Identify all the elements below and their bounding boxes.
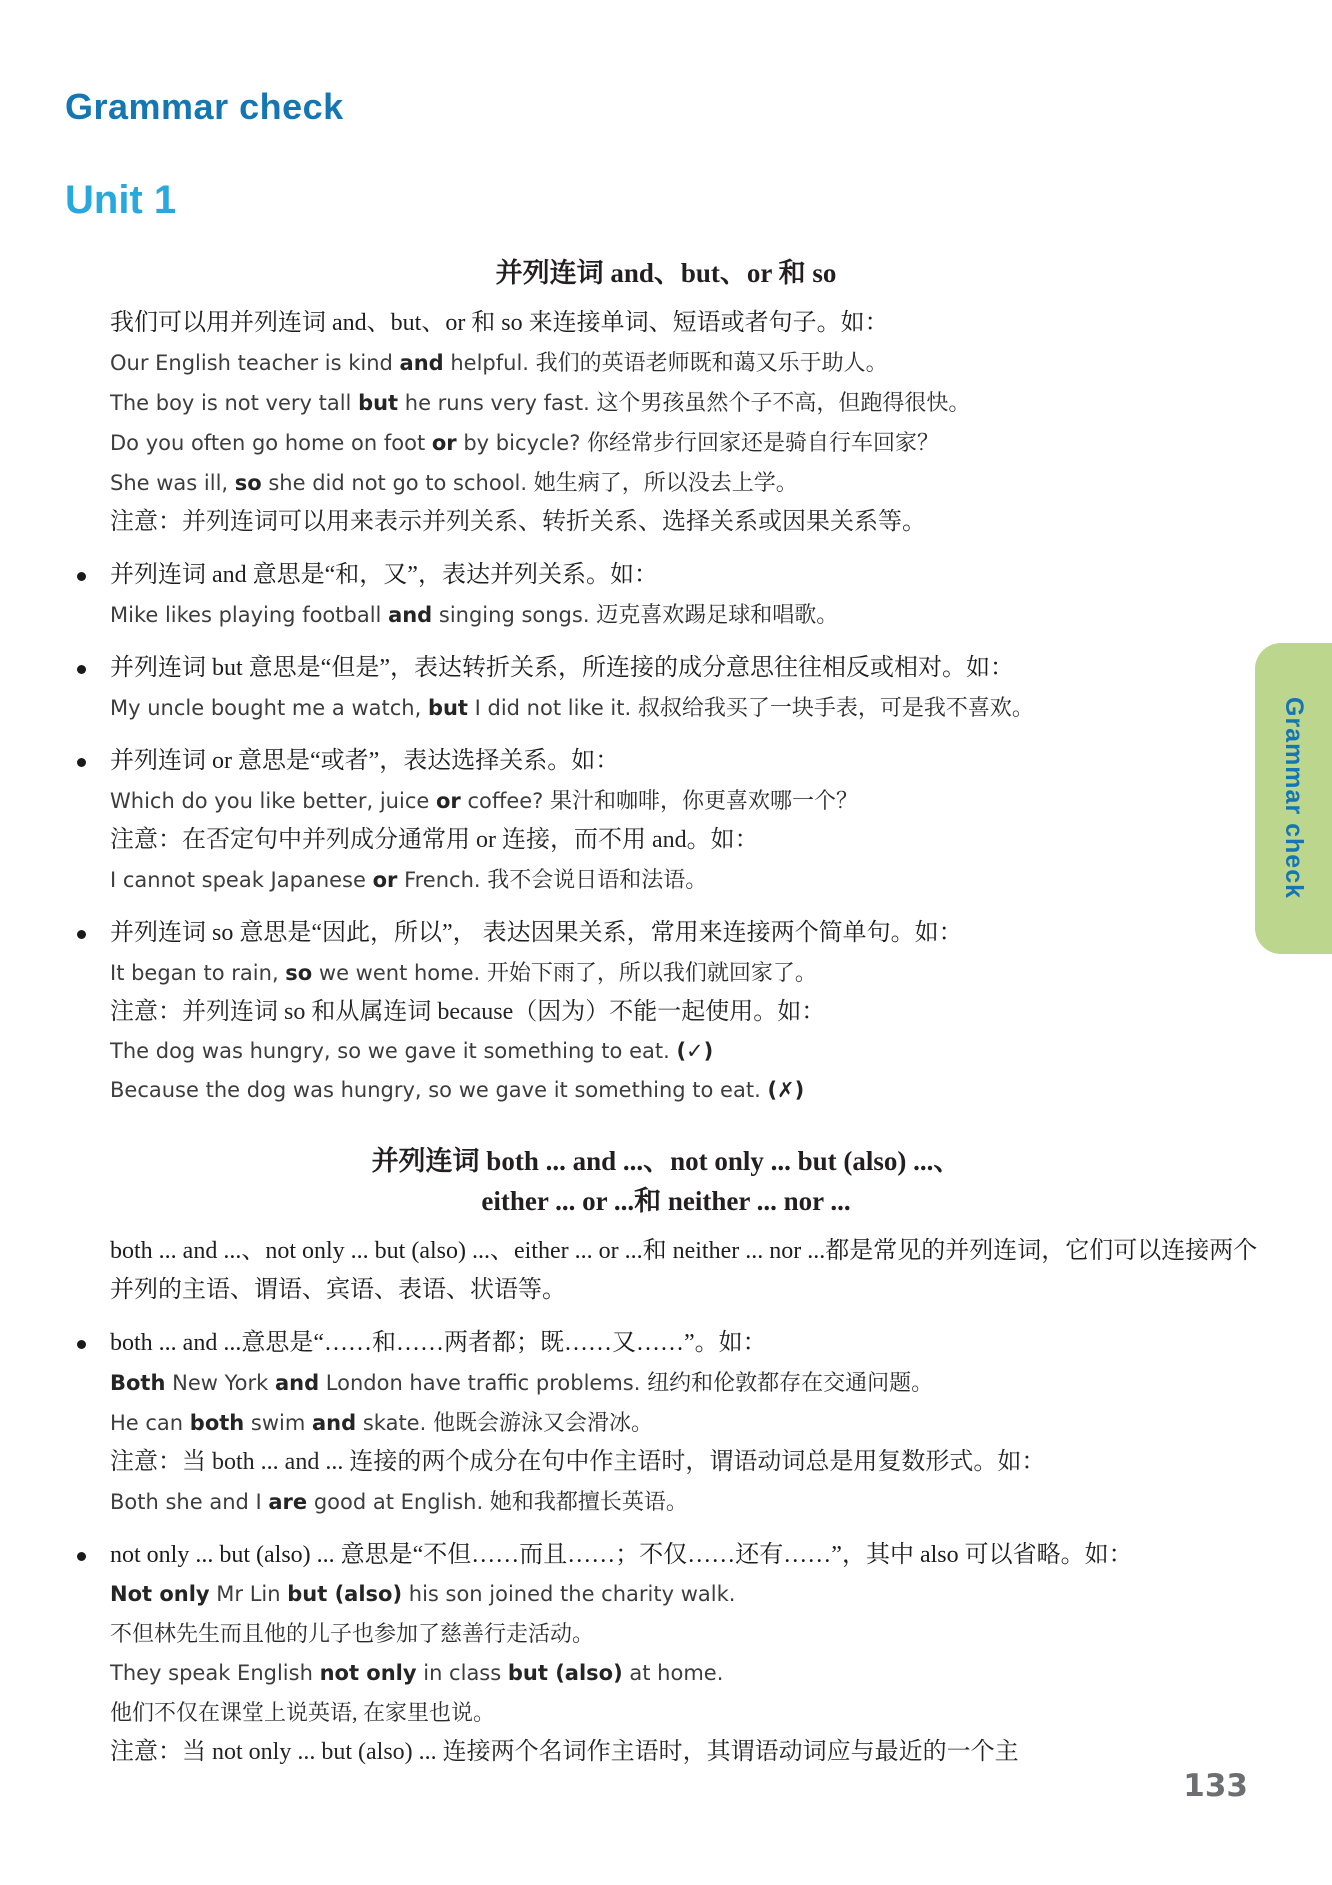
- text-segment: and: [312, 1411, 357, 1435]
- text-segment: not only: [319, 1661, 417, 1685]
- text-segment: or: [431, 431, 457, 455]
- text-line: [110, 305, 1267, 344]
- bullet-body: [110, 915, 1267, 1111]
- text-segment: and: [274, 1371, 320, 1395]
- bullet-item: [65, 743, 1267, 901]
- bullet-gutter: [65, 1325, 110, 1523]
- text-line: [110, 1537, 1267, 1576]
- text-segment: 注意：并列连词 so 和从属连词 because（因为）不能一起使用。如：: [110, 999, 826, 1025]
- text-segment: 并列连词 or 意思是“或者”，表达选择关系。如：: [110, 748, 620, 774]
- text-segment: It began to rain,: [110, 961, 286, 985]
- page-number: 133: [1183, 1768, 1248, 1804]
- text-segment: 注意：当 not only ... but (also) ... 连接两个名词作主语时，其谓语动词应与最近的一个主: [110, 1739, 1019, 1765]
- text-segment: Both she and I: [110, 1490, 269, 1514]
- text-line: [110, 384, 1267, 424]
- bullet-dot-icon: [77, 572, 86, 581]
- text-line: [110, 743, 1267, 782]
- bullet-list: [65, 557, 1267, 1111]
- text-segment: The dog was hungry, so we gave it something to eat.: [110, 1039, 677, 1063]
- text-line: [110, 596, 1267, 636]
- text-segment: I cannot speak Japanese: [110, 868, 373, 892]
- text-line: [110, 424, 1267, 464]
- text-line: [110, 994, 1267, 1033]
- text-segment: (✗): [767, 1078, 805, 1102]
- text-segment: or: [435, 789, 461, 813]
- text-segment: helpful.: [443, 351, 536, 375]
- bullet-body: [110, 743, 1267, 901]
- text-segment: 她和我都擅长英语。: [489, 1489, 688, 1514]
- text-segment: good at English.: [307, 1490, 490, 1514]
- text-segment: Which do you like better, juice: [110, 789, 436, 813]
- text-line: [110, 344, 1267, 384]
- text-segment: both ... and ...、not only ... but (also) ...、either ... or ...和 neither ... nor ...都是常见的并列连词，它们可以连接两个并列的主语、谓语、宾语、表语、状语等。: [110, 1238, 1258, 1303]
- text-line: [110, 782, 1267, 822]
- text-segment: and: [388, 603, 433, 627]
- text-segment: 我们可以用并列连词 and、but、or 和 so 来连接单词、短语或者句子。如：: [110, 310, 889, 336]
- section-2: [65, 1141, 1267, 1773]
- text-line: [110, 954, 1267, 994]
- text-segment: are: [268, 1490, 308, 1514]
- text-segment: New York: [165, 1371, 275, 1395]
- bullet-gutter: [65, 915, 110, 1111]
- content: [65, 253, 1267, 1773]
- side-tab-label: Grammar check: [1280, 697, 1308, 900]
- text-segment: 这个男孩虽然个子不高，但跑得很快。: [596, 390, 971, 415]
- text-segment: Mr Lin: [209, 1582, 288, 1606]
- section-heading-line: either ... or ...和 neither ... nor ...: [481, 1186, 851, 1216]
- text-segment: but (also): [507, 1661, 623, 1685]
- section-heading-line: 并列连词 and、but、or 和 so: [495, 258, 837, 288]
- bullet-item: [65, 915, 1267, 1111]
- text-segment: 果汁和咖啡，你更喜欢哪一个？: [549, 788, 858, 813]
- text-segment: I did not like it.: [467, 696, 638, 720]
- text-segment: 并列连词 but 意思是“但是”，表达转折关系，所连接的成分意思往往相反或相对。如：: [110, 655, 1014, 681]
- text-line: [110, 1072, 1267, 1111]
- section-body: [110, 1233, 1267, 1311]
- text-segment: Do you often go home on foot: [110, 431, 432, 455]
- bullet-body: [110, 650, 1267, 729]
- text-segment: at home.: [622, 1661, 724, 1685]
- text-line: [110, 1694, 1267, 1734]
- text-segment: in class: [416, 1661, 508, 1685]
- text-segment: and: [399, 351, 444, 375]
- text-line: [110, 464, 1267, 504]
- text-segment: They speak English: [110, 1661, 320, 1685]
- text-line: [110, 1734, 1267, 1773]
- bullet-body: [110, 557, 1267, 636]
- text-segment: 并列连词 and 意思是“和，又”，表达并列关系。如：: [110, 562, 658, 588]
- text-line: [110, 650, 1267, 689]
- side-tab-grammar-check: [1255, 643, 1332, 954]
- text-segment: swim: [244, 1411, 313, 1435]
- text-line: [110, 1655, 1267, 1694]
- text-segment: Because the dog was hungry, so we gave it something to eat.: [110, 1078, 768, 1102]
- bullet-dot-icon: [77, 665, 86, 674]
- text-segment: (✓): [676, 1039, 714, 1063]
- bullet-gutter: [65, 557, 110, 636]
- text-segment: 他既会游泳又会滑冰。: [432, 1410, 653, 1435]
- text-segment: 她生病了，所以没去上学。: [533, 470, 798, 495]
- text-line: [110, 504, 1267, 543]
- text-line: [110, 1483, 1267, 1523]
- text-line: [110, 1444, 1267, 1483]
- text-segment: He can: [110, 1411, 190, 1435]
- bullet-body: [110, 1325, 1267, 1523]
- bullet-gutter: [65, 650, 110, 729]
- text-line: [110, 1576, 1267, 1615]
- text-segment: so: [234, 471, 262, 495]
- bullet-list: [65, 1325, 1267, 1773]
- text-segment: 叔叔给我买了一块手表，可是我不喜欢。: [637, 695, 1034, 720]
- text-segment: or: [372, 868, 398, 892]
- section-1: [65, 253, 1267, 1111]
- text-segment: singing songs.: [432, 603, 597, 627]
- bullet-dot-icon: [77, 930, 86, 939]
- text-segment: so: [285, 961, 313, 985]
- text-segment: 不但林先生而且他的儿子也参加了慈善行走活动。: [110, 1621, 595, 1646]
- text-segment: but: [427, 696, 468, 720]
- text-segment: London have traffic problems.: [319, 1371, 648, 1395]
- text-line: [110, 1233, 1267, 1311]
- text-segment: French.: [397, 868, 488, 892]
- bullet-dot-icon: [77, 1552, 86, 1561]
- section-heading: [65, 1141, 1267, 1221]
- text-segment: his son joined the charity walk.: [402, 1582, 736, 1606]
- text-segment: 他们不仅在课堂上说英语, 在家里也说。: [110, 1700, 496, 1725]
- text-segment: he runs very fast.: [398, 391, 597, 415]
- text-line: [110, 861, 1267, 901]
- text-segment: coffee?: [460, 789, 550, 813]
- text-segment: 你经常步行回家还是骑自行车回家？: [587, 430, 940, 455]
- text-segment: 我不会说日语和法语。: [487, 867, 708, 892]
- text-segment: Not only: [110, 1582, 210, 1606]
- text-line: [110, 689, 1267, 729]
- section-heading: [65, 253, 1267, 293]
- text-segment: The boy is not very tall: [110, 391, 359, 415]
- text-segment: but: [358, 391, 399, 415]
- text-segment: 注意：当 both ... and ... 连接的两个成分在句中作主语时，谓语动词总是用复数形式。如：: [110, 1449, 1046, 1475]
- text-line: [110, 1325, 1267, 1364]
- section-heading-line: 并列连词 both ... and ...、not only ... but (also) ...、: [371, 1146, 961, 1176]
- text-segment: 纽约和伦敦都存在交通问题。: [647, 1370, 934, 1395]
- text-segment: she did not go to school.: [261, 471, 534, 495]
- text-segment: 开始下雨了，所以我们就回家了。: [486, 960, 817, 985]
- text-segment: not only ... but (also) ... 意思是“不但……而且……；不仅……还有……”，其中 also 可以省略。如：: [110, 1542, 1133, 1568]
- bullet-dot-icon: [77, 758, 86, 767]
- text-segment: skate.: [356, 1411, 433, 1435]
- bullet-item: [65, 1325, 1267, 1523]
- text-segment: 注意：并列连词可以用来表示并列关系、转折关系、选择关系或因果关系等。: [110, 509, 926, 535]
- text-line: [110, 1615, 1267, 1655]
- text-segment: by bicycle?: [456, 431, 588, 455]
- bullet-item: [65, 1537, 1267, 1773]
- text-segment: both: [189, 1411, 245, 1435]
- text-segment: Both: [110, 1371, 166, 1395]
- text-segment: 注意：在否定句中并列成分通常用 or 连接，而不用 and。如：: [110, 827, 759, 853]
- text-segment: Our English teacher is kind: [110, 351, 400, 375]
- text-line: [110, 1033, 1267, 1072]
- text-segment: 迈克喜欢踢足球和唱歌。: [596, 602, 839, 627]
- text-segment: Mike likes playing football: [110, 603, 389, 627]
- bullet-body: [110, 1537, 1267, 1773]
- text-segment: She was ill,: [110, 471, 235, 495]
- bullet-item: [65, 557, 1267, 636]
- bullet-item: [65, 650, 1267, 729]
- text-segment: 并列连词 so 意思是“因此，所以”， 表达因果关系，常用来连接两个简单句。如：: [110, 920, 963, 946]
- text-line: [110, 1364, 1267, 1404]
- text-segment: but (also): [287, 1582, 403, 1606]
- text-line: [110, 822, 1267, 861]
- unit-title: Unit 1: [65, 178, 177, 222]
- text-segment: we went home.: [312, 961, 487, 985]
- text-segment: My uncle bought me a watch,: [110, 696, 428, 720]
- text-segment: both ... and ...意思是“……和……两者都；既……又……”。如：: [110, 1330, 767, 1356]
- bullet-gutter: [65, 743, 110, 901]
- text-line: [110, 1404, 1267, 1444]
- text-segment: 我们的英语老师既和蔼又乐于助人。: [535, 350, 888, 375]
- page-title: Grammar check: [65, 86, 344, 127]
- text-line: [110, 915, 1267, 954]
- bullet-gutter: [65, 1537, 110, 1773]
- text-line: [110, 557, 1267, 596]
- bullet-dot-icon: [77, 1340, 86, 1349]
- section-body: [110, 305, 1267, 543]
